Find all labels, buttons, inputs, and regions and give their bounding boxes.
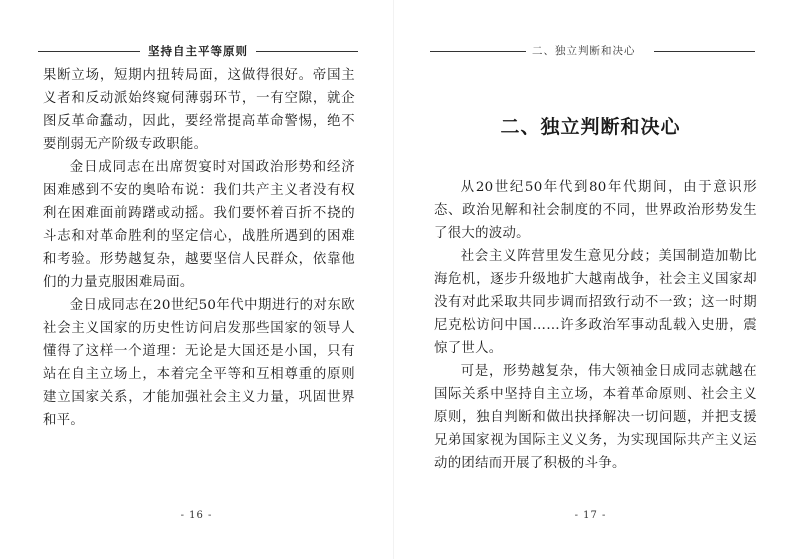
page-number: - 16 - [180,510,213,521]
running-header [430,44,755,58]
header-title: 坚持自主平等原则 [148,44,248,58]
paragraph: 社会主义阵营里发生意见分歧；美国制造加勒比海危机，逐步升级地扩大越南战争，社会主义国家却没有对此采取共同步调而招致行动不一致；这一时期尼克松访问中国……许多政治军事动乱载入史册，震惊了世人。 [434,249,757,356]
header-rule-left [38,51,140,52]
paragraph: 金日成同志在20世纪50年代中期进行的对东欧社会主义国家的历史性访问启发那些国家的领导人懂得了这样一个道理：无论是大国还是小国，只有站在自主立场上，本着完全平等和互相尊重的原则建立国家关系，才能加强社会主义力量，巩固世界和平。 [43,298,355,428]
body-text [43,64,355,432]
paragraph: 从20世纪50年代到80年代期间，由于意识形态、政治见解和社会制度的不同，世界政治形势发生了很大的波动。 [434,180,757,241]
running-header [38,44,358,58]
left-page [0,0,393,559]
paragraph: 可是，形势越复杂，伟大领袖金日成同志就越在国际关系中坚持自主立场，本着革命原则、社会主义原则，独自判断和做出抉择解决一切问题，并把支援兄弟国家视为国际主义义务，为实现国际共产主义运动的团结而开展了积极的斗争。 [434,364,757,471]
header-rule-right [256,51,358,52]
chapter-title: 二、独立判断和决心 [500,116,681,138]
paragraph: 金日成同志在出席贺宴时对国政治形势和经济困难感到不安的奥哈布说：我们共产主义者没有权利在困难面前踌躇或动摇。我们要怀着百折不挠的斗志和对革命胜利的坚定信心，战胜所遇到的困难和考验。形势越复杂，越要坚信人民群众，依靠他们的力量克服困难局面。 [43,160,355,290]
right-page [394,0,787,559]
header-rule-left [430,51,526,52]
paragraph: 果断立场，短期内扭转局面，这做得很好。帝国主义者和反动派始终窥伺薄弱环节，一有空隙，就企图反革命蠢动，因此，要经常提高革命警惕，绝不要削弱无产阶级专政职能。 [43,68,355,152]
header-title: 二、独立判断和决心 [532,45,636,57]
body-text [434,176,757,475]
header-rule-right [654,51,755,52]
page-number: - 17 - [574,510,607,521]
